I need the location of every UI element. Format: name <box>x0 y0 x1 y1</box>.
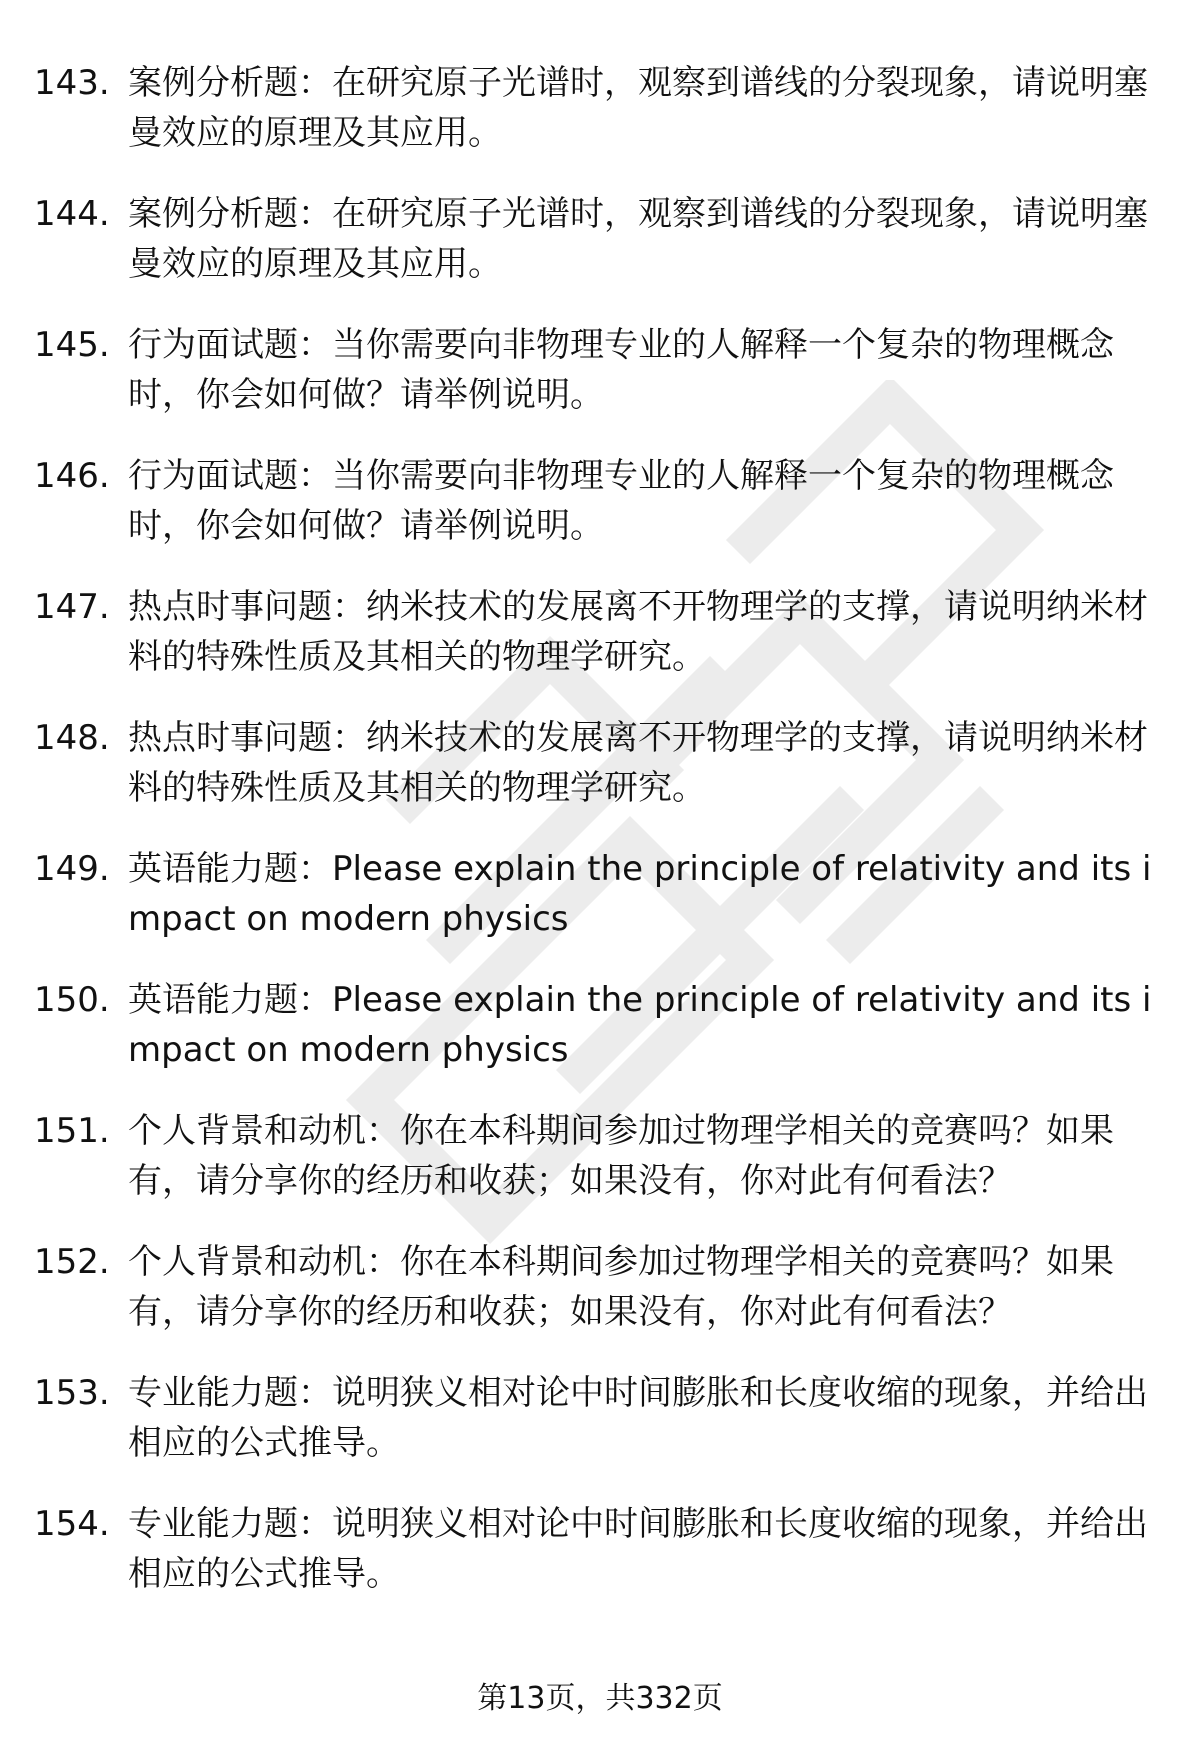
question-number: 152. <box>34 1242 110 1282</box>
question-text: 英语能力题：Please explain the principle of relativity and its impact on modern physics <box>128 849 1152 939</box>
list-item <box>34 1499 1154 1630</box>
list-item <box>34 1368 1154 1499</box>
question-text: 热点时事问题：纳米技术的发展离不开物理学的支撑，请说明纳米材料的特殊性质及其相关的物理学研究。 <box>128 587 1148 677</box>
list-item <box>34 1106 1154 1237</box>
page-number-label: 第13页，共332页 <box>477 1681 723 1716</box>
question-text: 个人背景和动机：你在本科期间参加过物理学相关的竞赛吗？如果有，请分享你的经历和收获；如果没有，你对此有何看法？ <box>128 1111 1114 1201</box>
question-text: 热点时事问题：纳米技术的发展离不开物理学的支撑，请说明纳米材料的特殊性质及其相关的物理学研究。 <box>128 718 1148 808</box>
question-number: 143. <box>34 63 110 103</box>
list-item <box>34 1237 1154 1368</box>
question-number: 151. <box>34 1111 110 1151</box>
question-number: 148. <box>34 718 110 758</box>
page-footer <box>0 1677 1200 1721</box>
question-list <box>34 58 1154 1630</box>
list-item <box>34 451 1154 582</box>
question-text: 行为面试题：当你需要向非物理专业的人解释一个复杂的物理概念时，你会如何做？请举例说明。 <box>128 456 1114 546</box>
question-number: 144. <box>34 194 110 234</box>
question-number: 145. <box>34 325 110 365</box>
question-text: 个人背景和动机：你在本科期间参加过物理学相关的竞赛吗？如果有，请分享你的经历和收获；如果没有，你对此有何看法？ <box>128 1242 1114 1332</box>
question-text: 专业能力题：说明狭义相对论中时间膨胀和长度收缩的现象，并给出相应的公式推导。 <box>128 1504 1148 1594</box>
question-number: 146. <box>34 456 110 496</box>
list-item <box>34 975 1154 1106</box>
list-item <box>34 320 1154 451</box>
list-item <box>34 189 1154 320</box>
question-number: 153. <box>34 1373 110 1413</box>
question-number: 150. <box>34 980 110 1020</box>
list-item <box>34 582 1154 713</box>
list-item <box>34 58 1154 189</box>
question-text: 专业能力题：说明狭义相对论中时间膨胀和长度收缩的现象，并给出相应的公式推导。 <box>128 1373 1148 1463</box>
question-text: 案例分析题：在研究原子光谱时，观察到谱线的分裂现象，请说明塞曼效应的原理及其应用。 <box>128 194 1148 284</box>
question-number: 149. <box>34 849 110 889</box>
question-text: 行为面试题：当你需要向非物理专业的人解释一个复杂的物理概念时，你会如何做？请举例说明。 <box>128 325 1114 415</box>
list-item <box>34 713 1154 844</box>
question-text: 英语能力题：Please explain the principle of relativity and its impact on modern physics <box>128 980 1152 1070</box>
question-number: 147. <box>34 587 110 627</box>
question-number: 154. <box>34 1504 110 1544</box>
list-item <box>34 844 1154 975</box>
question-text: 案例分析题：在研究原子光谱时，观察到谱线的分裂现象，请说明塞曼效应的原理及其应用。 <box>128 63 1148 153</box>
